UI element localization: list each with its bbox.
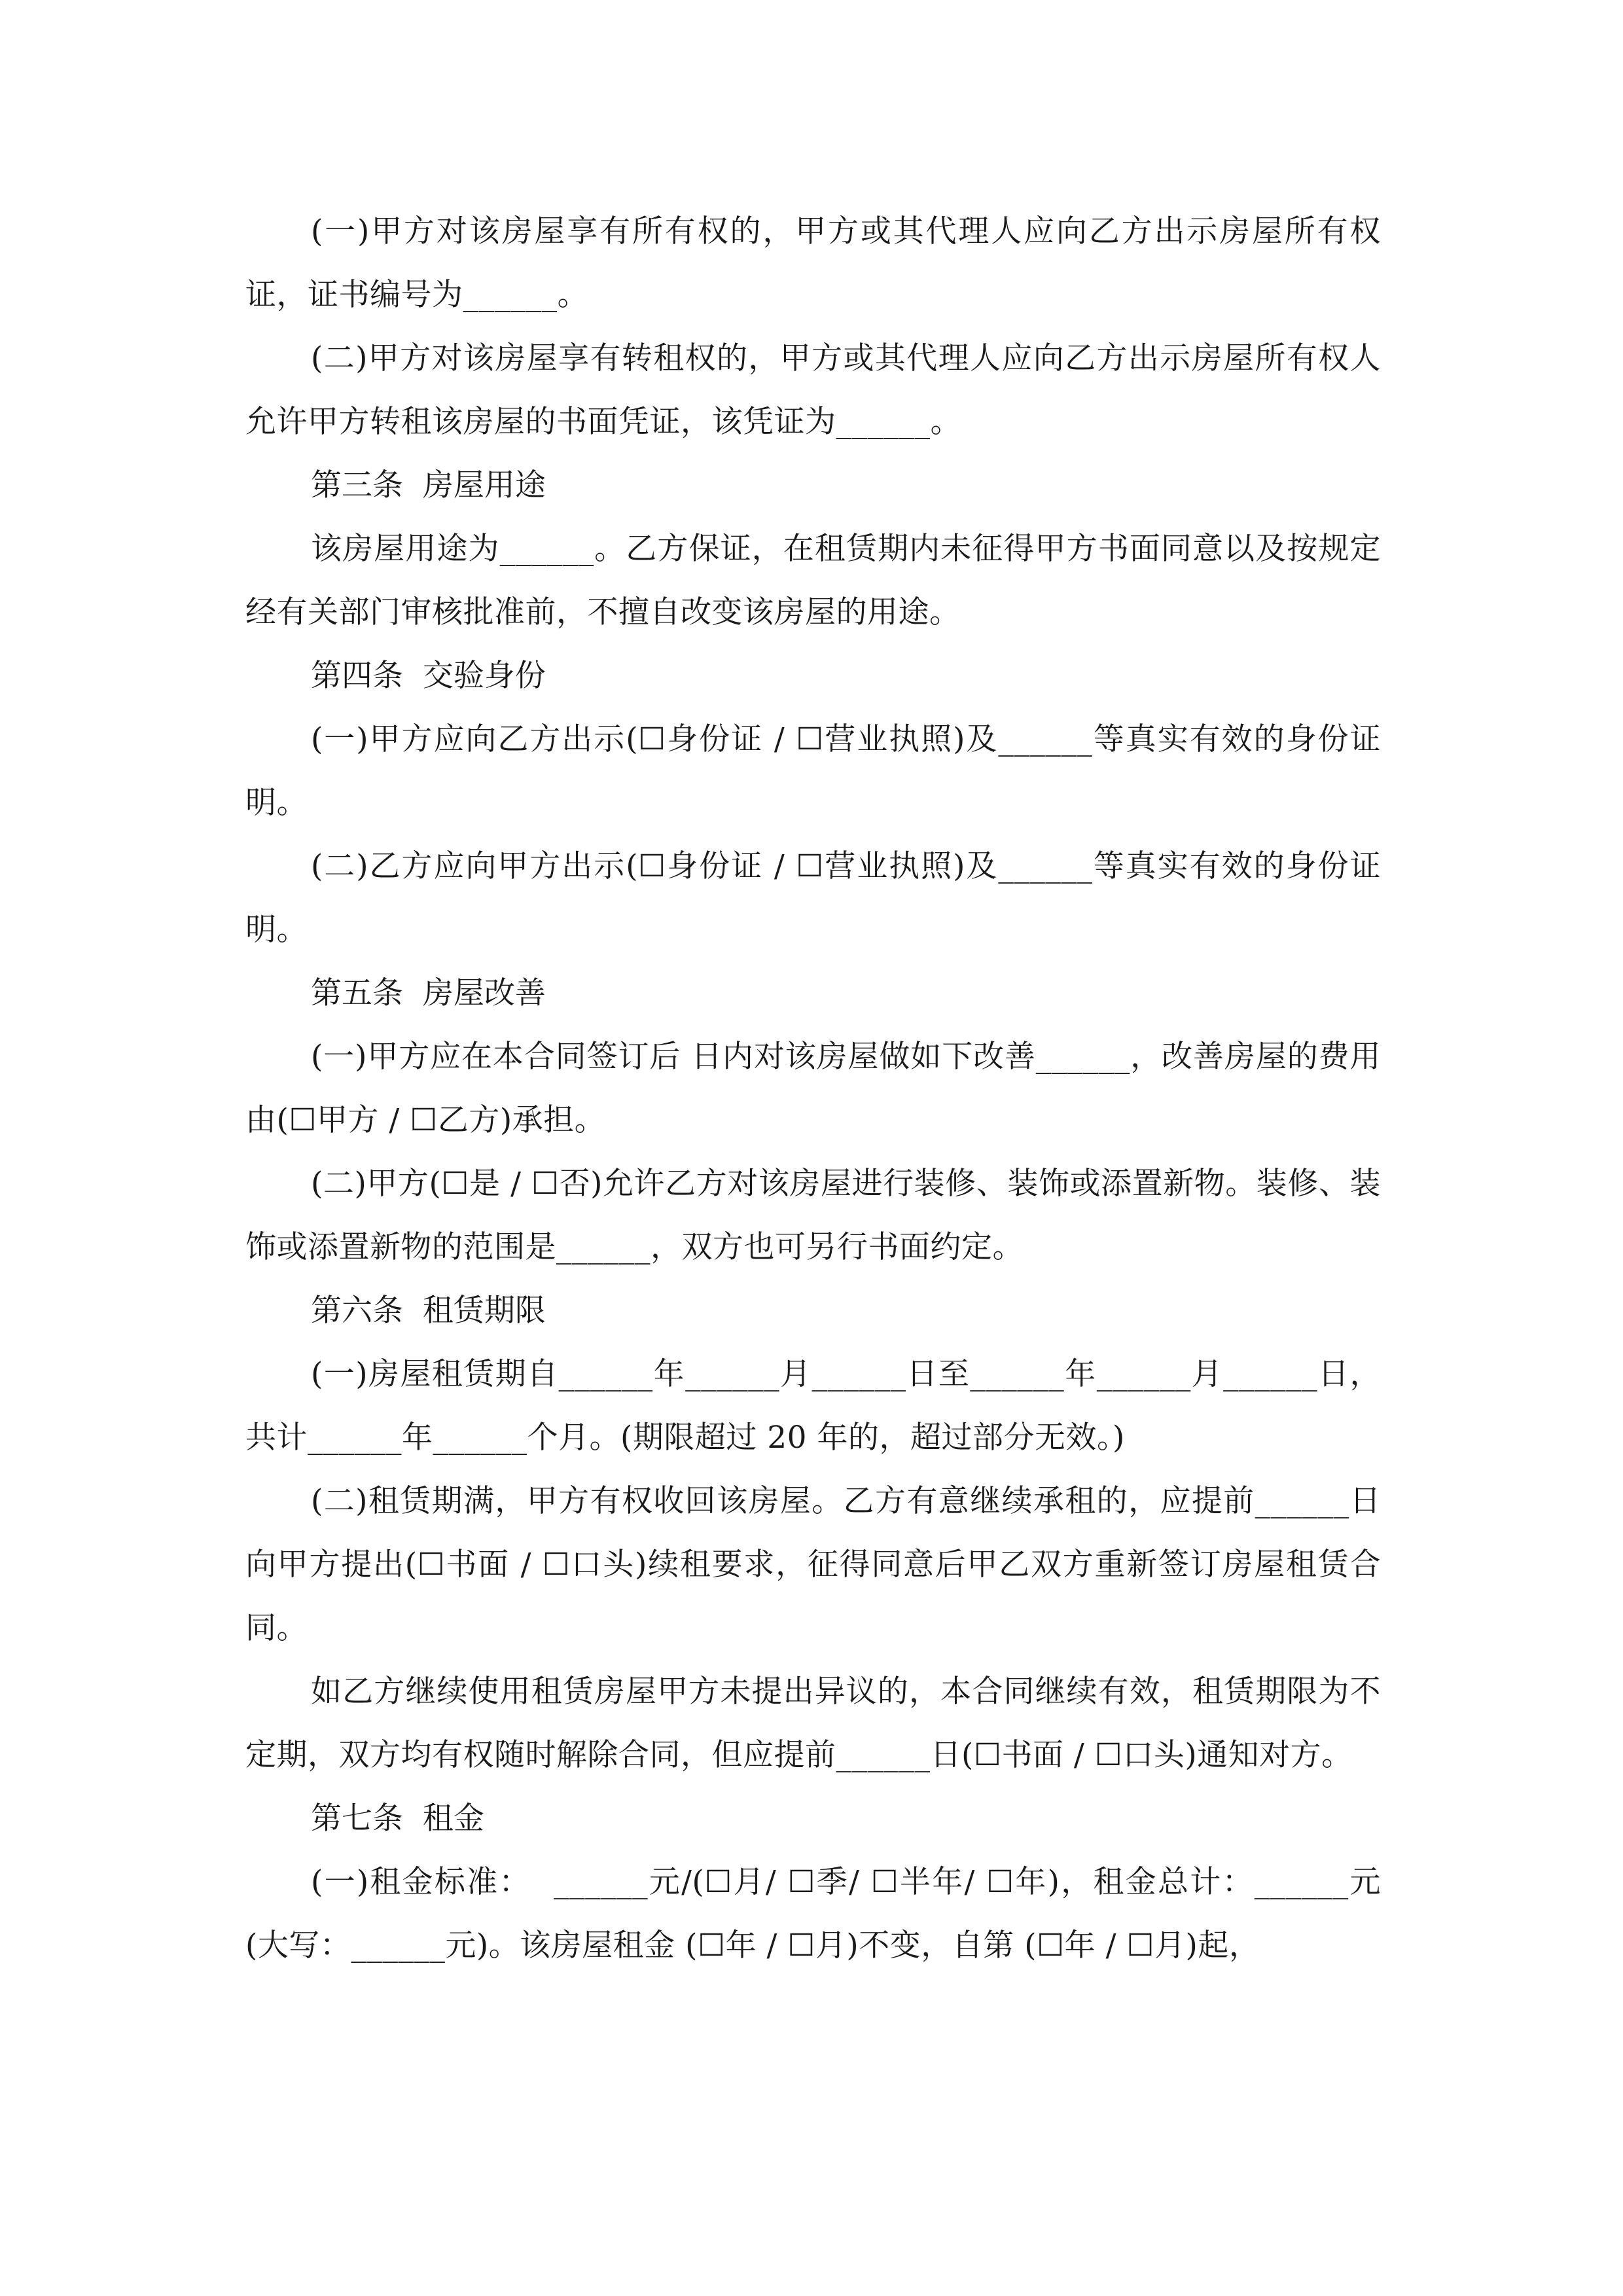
clause-4-item-2: (二)乙方应向甲方出示(☐身份证 / ☐营业执照)及______等真实有效的身份证明。	[245, 848, 1381, 948]
clause-6-item-1: (一)房屋租赁期自______年______月______日至______年______月______日，共计______年______个月。(期限超过 20 年的，超过部分无效。)	[245, 1356, 1381, 1456]
clause-5-heading: 第五条 房屋改善	[311, 975, 546, 1011]
clause-2-item-2: (二)甲方对该房屋享有转租权的，甲方或其代理人应向乙方出示房屋所有权人允许甲方转租该房屋的书面凭证，该凭证为______。	[245, 340, 1381, 440]
clause-6-item-3: 如乙方继续使用租赁房屋甲方未提出异议的，本合同继续有效，租赁期限为不定期，双方均有权随时解除合同，但应提前______日(☐书面 / ☐口头)通知对方。	[245, 1674, 1381, 1773]
clause-4-heading: 第四条 交验身份	[311, 658, 546, 694]
clause-3-body: 该房屋用途为______。乙方保证，在租赁期内未征得甲方书面同意以及按规定经有关部门审核批准前，不擅自改变该房屋的用途。	[245, 531, 1381, 630]
document-body	[245, 200, 1381, 1977]
clause-5-item-1: (一)甲方应在本合同签订后 日内对该房屋做如下改善______，改善房屋的费用由(☐甲方 / ☐乙方)承担。	[245, 1039, 1381, 1138]
clause-2-item-1: (一)甲方对该房屋享有所有权的，甲方或其代理人应向乙方出示房屋所有权证，证书编号为______。	[245, 213, 1381, 313]
clause-4-item-1: (一)甲方应向乙方出示(☐身份证 / ☐营业执照)及______等真实有效的身份证明。	[245, 721, 1381, 821]
clause-7-heading: 第七条 租金	[311, 1801, 484, 1837]
clause-6-heading: 第六条 租赁期限	[311, 1293, 546, 1329]
clause-7-item-1: (一)租金标准： ______元/(☐月/ ☐季/ ☐半年/ ☐年)，租金总计：______元(大写：______元)。该房屋租金 (☐年 / ☐月)不变，自第 (☐年 / ☐月)起，	[245, 1864, 1381, 1964]
clause-5-item-2: (二)甲方(☐是 / ☐否)允许乙方对该房屋进行装修、装饰或添置新物。装修、装饰或添置新物的范围是______，双方也可另行书面约定。	[245, 1166, 1381, 1265]
clause-3-heading: 第三条 房屋用途	[311, 467, 546, 503]
clause-6-item-2: (二)租赁期满，甲方有权收回该房屋。乙方有意继续承租的，应提前______日向甲方提出(☐书面 / ☐口头)续租要求，征得同意后甲乙双方重新签订房屋租赁合同。	[245, 1483, 1381, 1646]
